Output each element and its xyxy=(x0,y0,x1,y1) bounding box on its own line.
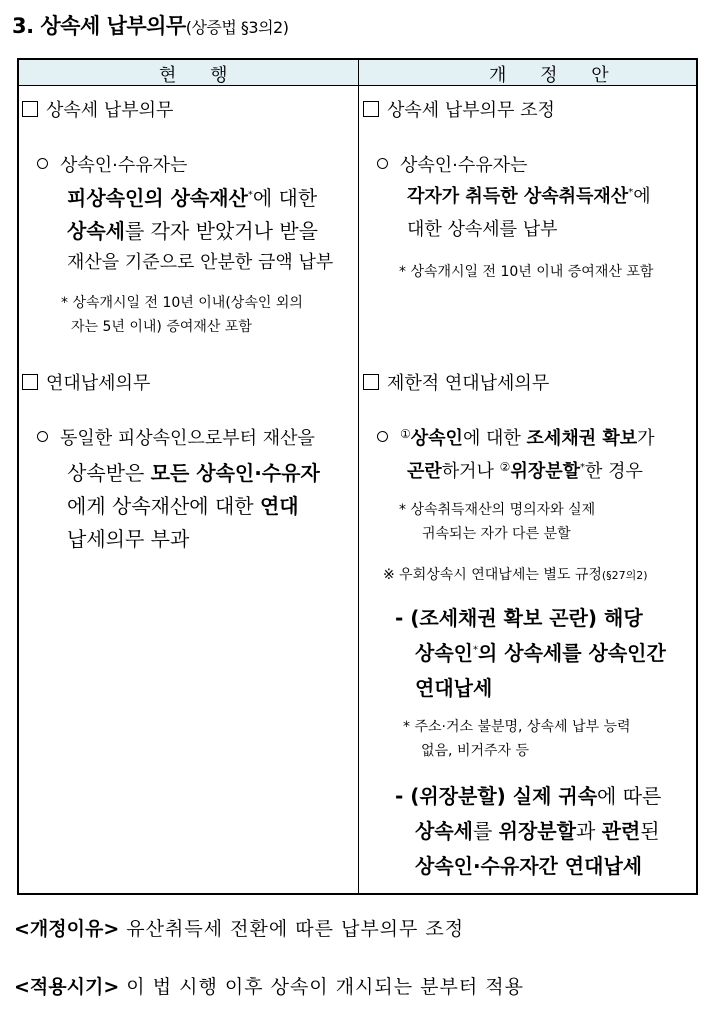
apply-line: <적용시기> 이 법 시행 이후 상속이 개시되는 분부터 적용 xyxy=(14,976,524,998)
current-heading-1: 상속세 납부의무 xyxy=(22,96,173,122)
law-reference: (상증법 §3의2) xyxy=(185,18,289,37)
header-revised: 개 정 안 xyxy=(489,65,623,86)
circle-bullet-icon xyxy=(377,431,388,442)
revised-column: 상속세 납부의무 조정 상속인·수유자는 각자가 취득한 상속취득재산*에 대한 상속세를 납부 * 상속개시일 전 10년 이내 증여재산 포함 제한적 연대납세의무 ①상속인에 대한 조세채권 확보가 곤란하거나 ②위장분할*한 경우 * 상속취득재산의 명의자와 실제 귀속되는 자가 다른 분할 ※ 우회상속시 연대납세는 별도 규정(§27의2) - (조세채권 확보 곤란) 해당 상속인*의 상속세를 상속인간 연대납세 * 주소·거소 불분명, 상속세 납부 능력 없음, 비거주자 등 - (위장분할) 실제 귀속에 따른 상속세를 위장분할과 관련된 상속인·수유자간 연대납세 xyxy=(359,86,696,893)
circle-bullet-icon xyxy=(37,158,48,169)
checkbox-square-icon xyxy=(363,101,379,117)
circle-bullet-icon xyxy=(37,431,48,442)
reason-label: <개정이유> xyxy=(14,918,120,940)
revised-heading-2: 제한적 연대납세의무 xyxy=(363,369,549,395)
circle-bullet-icon xyxy=(377,158,388,169)
checkbox-square-icon xyxy=(363,374,379,390)
reference-note: ※ 우회상속시 연대납세는 별도 규정(§27의2) xyxy=(383,567,648,583)
checkbox-square-icon xyxy=(22,101,38,117)
header-current: 현 행 xyxy=(159,65,242,86)
reason-line: <개정이유> 유산취득세 전환에 따른 납부의무 조정 xyxy=(14,918,465,940)
current-heading-2: 연대납세의무 xyxy=(22,369,150,395)
comparison-table xyxy=(17,58,698,895)
checkbox-square-icon xyxy=(22,374,38,390)
revised-heading-1: 상속세 납부의무 조정 xyxy=(363,96,555,122)
section-title: 3. 상속세 납부의무(상증법 §3의2) xyxy=(12,14,289,38)
current-column: 상속세 납부의무 상속인·수유자는 피상속인의 상속재산*에 대한 상속세를 각자 받았거나 받을 재산을 기준으로 안분한 금액 납부 * 상속개시일 전 10년 이내(상속인 외의 자는 5년 이내) 증여재산 포함 연대납세의무 동일한 피상속인으로부터 재산을 상속받은 모든 상속인·수유자 에게 상속재산에 대한 연대 납세의무 부과 xyxy=(19,86,358,893)
apply-label: <적용시기> xyxy=(14,976,120,998)
